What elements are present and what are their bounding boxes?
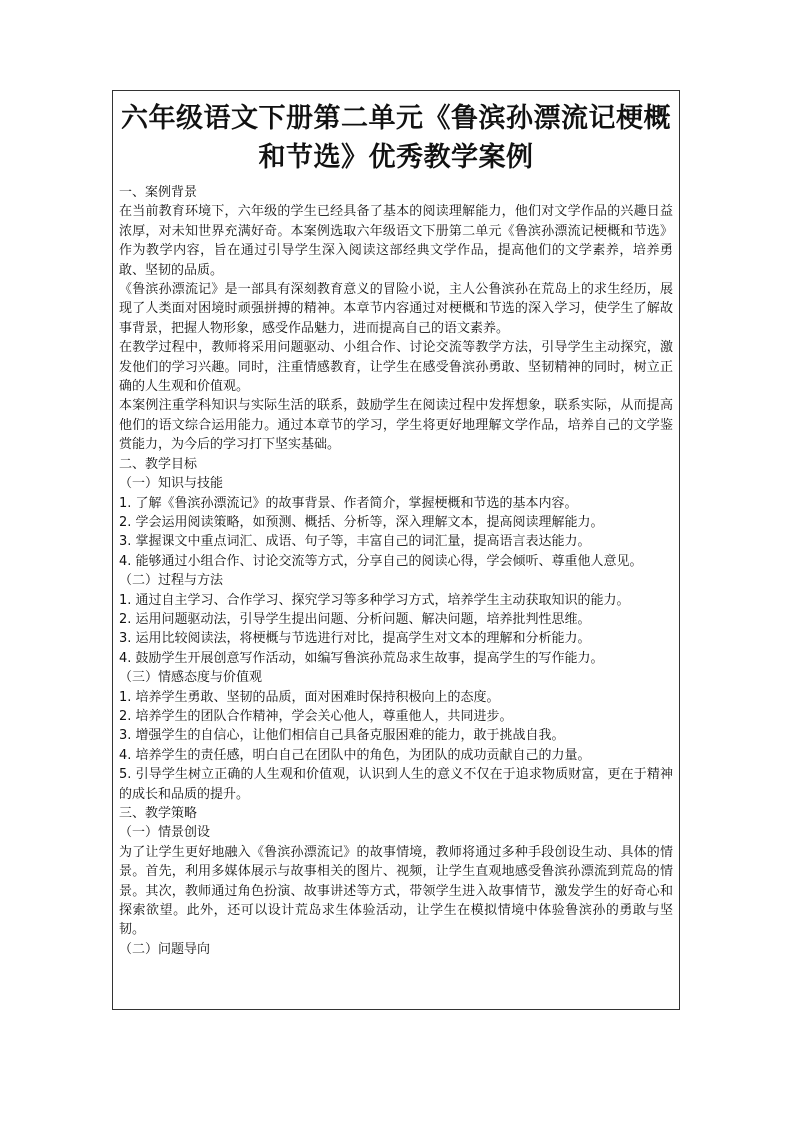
section-heading-goals: 二、教学目标 bbox=[119, 456, 198, 472]
document-frame bbox=[112, 90, 680, 1010]
subheading: （一）知识与技能 bbox=[119, 476, 224, 492]
paragraph: 《鲁滨孙漂流记》是一部具有深刻教育意义的冒险小说，主人公鲁滨孙在荒岛上的求生经历，展现了人类面对困境时顽强拼搏的精神。本章节内容通过对梗概和节选的深入学习，使学生了解故事背景，把握人物形象，感受作品魅力，进而提高自己的语文素养。 bbox=[119, 282, 673, 336]
subheading: （一）情景创设 bbox=[119, 825, 211, 841]
list-item: 1. 了解《鲁滨孙漂流记》的故事背景、作者简介，掌握梗概和节选的基本内容。 bbox=[119, 495, 578, 511]
list-item: 2. 学会运用阅读策略，如预测、概括、分析等，深入理解文本，提高阅读理解能力。 bbox=[119, 514, 604, 530]
subheading: （三）情感态度与价值观 bbox=[119, 670, 263, 686]
section-heading-background: 一、案例背景 bbox=[119, 185, 198, 200]
list-item: 1. 通过自主学习、合作学习、探究学习等多种学习方式，培养学生主动获取知识的能力。 bbox=[119, 592, 630, 608]
section-heading-strategy: 三、教学策略 bbox=[119, 806, 198, 821]
paragraph: 为了让学生更好地融入《鲁滨孙漂流记》的故事情境，教师将通过多种手段创设生动、具体的情景。首先，利用多媒体展示与故事相关的图片、视频，让学生直观地感受鲁滨孙漂流到荒岛的情景。其次，教师通过角色扮演、故事讲述等方式，带领学生进入故事情节，激发学生的好奇心和探索欲望。此外，还可以设计荒岛求生体验活动，让学生在模拟情境中体验鲁滨孙的勇敢与坚韧。 bbox=[119, 844, 673, 938]
list-item: 2. 培养学生的团队合作精神，学会关心他人，尊重他人，共同进步。 bbox=[119, 708, 513, 724]
list-item: 4. 能够通过小组合作、讨论交流等方式，分享自己的阅读心得，学会倾听、尊重他人意见。 bbox=[119, 553, 643, 569]
list-item: 1. 培养学生勇敢、坚韧的品质，面对困难时保持积极向上的态度。 bbox=[119, 689, 500, 705]
subheading: （二）问题导向 bbox=[119, 941, 211, 957]
document-body bbox=[119, 183, 673, 959]
list-item: 4. 鼓励学生开展创意写作活动，如编写鲁滨孙荒岛求生故事，提高学生的写作能力。 bbox=[119, 650, 604, 666]
paragraph: 本案例注重学科知识与实际生活的联系，鼓励学生在阅读过程中发挥想象，联系实际，从而提高他们的语文综合运用能力。通过本章节的学习，学生将更好地理解文学作品，培养自己的文学鉴赏能力，为今后的学习打下坚实基础。 bbox=[119, 398, 673, 453]
list-item: 3. 掌握课文中重点词汇、成语、句子等，丰富自己的词汇量，提高语言表达能力。 bbox=[119, 534, 591, 550]
list-item: 3. 运用比较阅读法，将梗概与节选进行对比，提高学生对文本的理解和分析能力。 bbox=[119, 631, 591, 647]
list-item: 2. 运用问题驱动法，引导学生提出问题、分析问题、解决问题，培养批判性思维。 bbox=[119, 611, 591, 627]
list-item: 4. 培养学生的责任感，明白自己在团队中的角色，为团队的成功贡献自己的力量。 bbox=[119, 747, 591, 763]
paragraph: 在当前教育环境下，六年级的学生已经具备了基本的阅读理解能力，他们对文学作品的兴趣日益浓厚，对未知世界充满好奇。本案例选取六年级语文下册第二单元《鲁滨孙漂流记梗概和节选》作为教学内容，旨在通过引导学生深入阅读这部经典文学作品，提高他们的文学素养，培养勇敢、坚韧的品质。 bbox=[119, 204, 673, 278]
list-item: 5. 引导学生树立正确的人生观和价值观，认识到人生的意义不仅在于追求物质财富，更在于精神的成长和品质的提升。 bbox=[119, 767, 673, 802]
document-title: 六年级语文下册第二单元《鲁滨孙漂流记梗概和节选》优秀教学案例 bbox=[121, 103, 671, 173]
subheading: （二）过程与方法 bbox=[119, 573, 224, 589]
paragraph: 在教学过程中，教师将采用问题驱动、小组合作、讨论交流等教学方法，引导学生主动探究，激发他们的学习兴趣。同时，注重情感教育，让学生在感受鲁滨孙勇敢、坚韧精神的同时，树立正确的人生观和价值观。 bbox=[119, 340, 673, 395]
list-item: 3. 增强学生的自信心，让他们相信自己具备克服困难的能力，敢于挑战自我。 bbox=[119, 728, 565, 744]
